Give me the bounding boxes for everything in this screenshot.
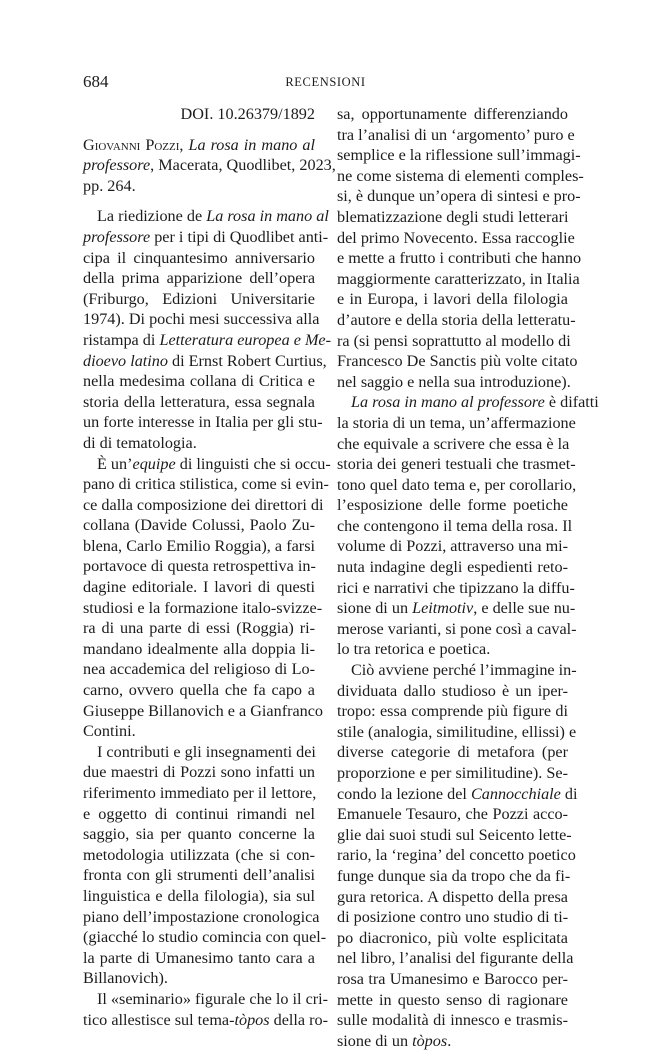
text-line: condo la lezione del Cannocchiale di	[337, 784, 578, 803]
text-line: (giacché lo studio comincia con quel-	[83, 928, 327, 947]
text-line: tra l’analisi di un ‘argomento’ puro e	[337, 125, 575, 144]
page-number: 684	[83, 72, 109, 91]
text-line: pano di critica stilistica, come si evin-	[83, 475, 329, 494]
text-line: rici e narrativi che tipizzano la diffu-	[337, 578, 575, 597]
text-line: dividuata dallo studioso è un iper-	[337, 681, 568, 700]
text-line: merose varianti, si pone così a caval-	[337, 619, 577, 638]
text-line: lo tra retorica e poetica.	[337, 640, 491, 659]
text-line: proporzione e per similitudine). Se-	[337, 764, 568, 782]
text-line: blematizzazione degli studi letterari	[337, 207, 569, 226]
text-line: saggio, sia per quanto concerne la	[83, 825, 315, 844]
text-line: portavoce di questa retrospettiva in-	[83, 557, 316, 576]
text-line: volume di Pozzi, attraverso una mi-	[337, 537, 569, 556]
text-line: che contengono il tema della rosa. Il	[337, 516, 573, 535]
text-line: studiosi e la formazione italo-svizze-	[83, 598, 323, 617]
text-line: la parte di Umanesimo tanto cara a	[83, 948, 315, 967]
citation-line: professore, Macerata, Quodlibet, 2023,	[83, 156, 336, 175]
text-line: della prima apparizione dell’opera	[83, 269, 315, 288]
text-line: sa, opportunamente differenziando	[337, 105, 568, 123]
running-title: RECENSIONI	[285, 75, 366, 89]
text-line: e oggetto di continui rimandi nel	[83, 804, 315, 823]
running-head	[83, 72, 568, 94]
doi-reference: DOI. 10.26379/1892	[180, 105, 315, 123]
text-line: mette in questo senso di ragionare	[337, 990, 568, 1009]
text-line: piano dell’impostazione cronologica	[83, 907, 320, 926]
text-line: funge dunque sia da tropo che da fi-	[337, 866, 571, 885]
text-line: Ciò avviene perché l’immagine in-	[351, 661, 577, 680]
text-line: nel libro, l’analisi del figurante della	[337, 949, 574, 968]
text-line: maggiormente caratterizzato, in Italia	[337, 269, 580, 288]
spacer	[83, 125, 315, 135]
text-line: di di tematologia.	[83, 433, 197, 452]
text-line: nuta indagine degli espedienti reto-	[337, 558, 568, 577]
text-line: rario, la ‘regina’ del concetto poetico	[337, 846, 576, 865]
text-line: di posizione contro uno studio di ti-	[337, 908, 569, 927]
text-line: ra (si pensi soprattutto al modello di	[337, 331, 571, 350]
text-line: La rosa in mano al professore è difatti	[351, 393, 599, 412]
text-line: ce dalla composizione dei direttori di	[83, 495, 324, 514]
text-line: due maestri di Pozzi sono infatti un	[83, 763, 315, 782]
text-line: 1974). Di pochi mesi successiva alla	[83, 310, 320, 329]
text-line: blena, Carlo Emilio Roggia), a farsi	[83, 536, 315, 555]
text-line: fronta con gli strumenti dell’analisi	[83, 866, 315, 885]
text-line: nea accademica del religioso di Lo-	[83, 660, 315, 679]
text-line: La riedizione de La rosa in mano al	[97, 207, 329, 226]
text-line: I contributi e gli insegnamenti dei	[97, 742, 316, 761]
text-line: storia della letteratura, essa segnala	[83, 392, 315, 411]
text-line: mandano idealmente alla doppia li-	[83, 639, 315, 658]
text-line: È un’equipe di linguisti che si occu-	[97, 454, 331, 473]
text-line: tono quel dato tema e, per corollario,	[337, 475, 577, 494]
text-line: storia dei generi testuali che trasmet-	[337, 455, 576, 474]
text-line: diverse categorie di metafora (per	[337, 743, 568, 762]
text-line: Billanovich).	[83, 969, 168, 988]
text-line: stile (analogia, similitudine, ellissi) e	[337, 722, 577, 741]
book-title: professore	[83, 156, 151, 175]
text-line: e mette a frutto i contributi che hanno	[337, 249, 582, 268]
text-line: collana (Davide Colussi, Paolo Zu-	[83, 516, 315, 535]
text-line: gura retorica. A dispetto della presa	[337, 887, 568, 906]
text-line: professore per i tipi di Quodlibet anti-	[83, 227, 329, 246]
left-column	[83, 104, 336, 1030]
text-line: Il «seminario» figurale che lo il cri-	[97, 989, 329, 1008]
text-line: carno, ovvero quella che fa capo a	[83, 681, 315, 700]
text-line: tico allestisce sul tema-tòpos della ro-	[83, 1010, 329, 1029]
text-line: Contini.	[83, 722, 136, 741]
text-line: riferimento immediato per il lettore,	[83, 784, 317, 802]
text-line: Giuseppe Billanovich e a Gianfranco	[83, 701, 324, 720]
citation-line: Giovanni Pozzi, La rosa in mano al	[83, 135, 315, 154]
text-line: del primo Novecento. Essa raccoglie	[337, 228, 575, 247]
text-line: si, è dunque un’opera di sintesi e pro-	[337, 187, 581, 206]
text-line: ristampa di Letteratura europea e Me-	[83, 330, 332, 349]
text-line: nella medesima collana di Critica e	[83, 372, 315, 391]
text-line: (Friburgo, Edizioni Universitarie	[83, 289, 315, 308]
text-line: e in Europa, i lavori della filologia	[337, 290, 568, 309]
text-line: dagine editoriale. I lavori di questi	[83, 578, 315, 597]
text-line: po diacronico, più volte esplicitata	[337, 928, 568, 947]
text-line: Francesco De Sanctis più volte citato	[337, 352, 578, 371]
text-line: un forte interesse in Italia per gli stu-	[83, 413, 323, 432]
book-title: La rosa in mano al	[188, 135, 315, 154]
author-name: Giovanni Pozzi	[83, 135, 180, 154]
text-line: tropo: essa comprende più figure di	[337, 702, 568, 721]
text-line: metodologia utilizzata (che si con-	[83, 845, 315, 864]
text-line: rosa tra Umanesimo e Barocco per-	[337, 969, 568, 988]
right-column	[337, 104, 599, 1051]
spacer	[83, 196, 315, 206]
text-line: che equivale a scrivere che essa è la	[337, 434, 570, 453]
text-line: sione di un Leitmotiv, e delle sue nu-	[337, 599, 576, 618]
text-line: nel saggio e nella sua introduzione).	[337, 372, 571, 391]
text-line: glie dai suoi studi sul Seicento lette-	[337, 825, 572, 844]
text-line: l’esposizione delle forme poetiche	[337, 496, 568, 515]
text-line: sulle modalità di innesco e trasmis-	[337, 1011, 568, 1030]
text-line: Emanuele Tesauro, che Pozzi acco-	[337, 805, 568, 824]
citation-line: pp. 264.	[83, 176, 136, 195]
text-line: la storia di un tema, un’affermazione	[337, 413, 576, 432]
text-line: cipa il cinquantesimo anniversario	[83, 248, 315, 267]
text-line: semplice e la riflessione sull’immagi-	[337, 146, 581, 165]
text-line: ra di una parte di essi (Roggia) ri-	[83, 619, 315, 638]
text-line: ne come sistema di elementi comples-	[337, 166, 584, 185]
text-line: d’autore e della storia della letteratu-	[337, 310, 576, 329]
text-line: dioevo latino di Ernst Robert Curtius,	[83, 351, 327, 370]
text-line: sione di un tòpos.	[337, 1031, 452, 1050]
text-line: linguistica e della filologia), sia sul	[83, 886, 315, 905]
